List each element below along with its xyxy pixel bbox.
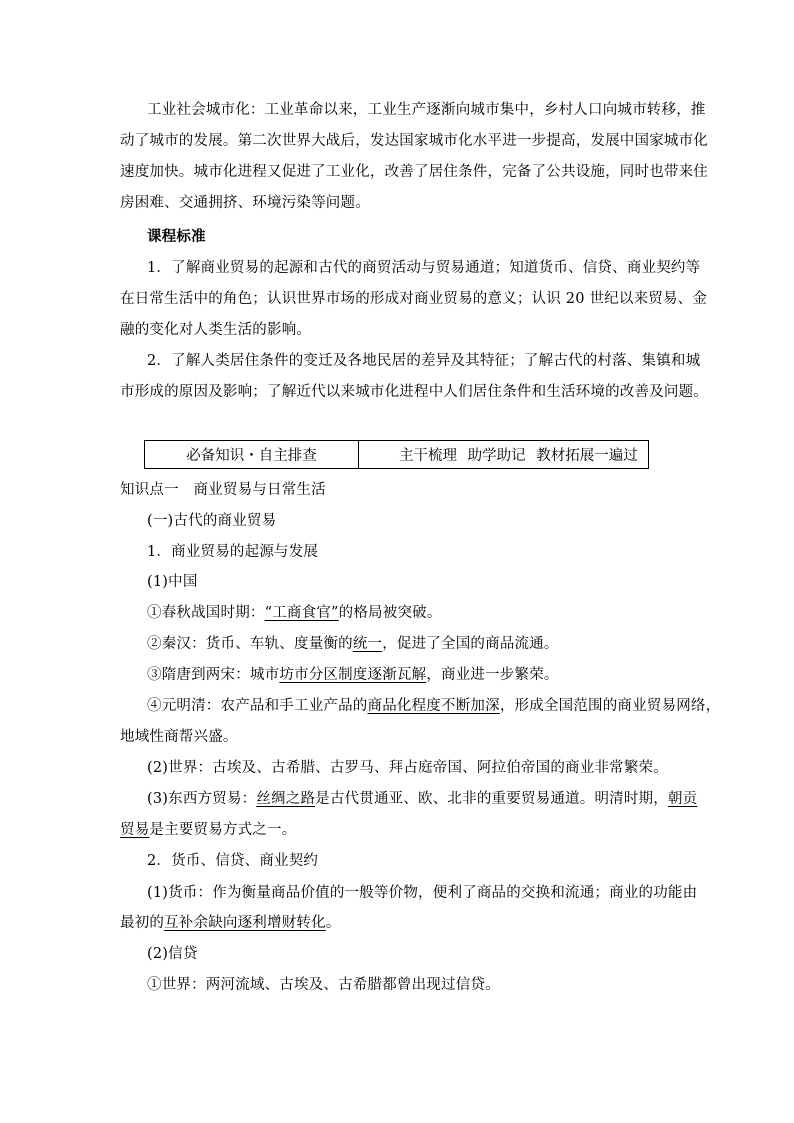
china-item-1 [147,600,676,626]
china-item-4 [147,693,721,719]
banner-right-label: 主干梳理 助学助记 教材拓展一遍过 [399,448,638,464]
knowledge-point-heading: 知识点一 商业贸易与日常生活 [120,482,326,498]
china-heading: (1)中国 [147,574,198,590]
standard-1-line-1: 1．了解商业贸易的起源和古代的商贸活动与贸易通道；知道货币、信贷、商业契约等 [147,260,701,276]
china-item-2 [147,631,676,657]
china-item-3 [147,662,676,688]
china-item-2-keyterm: 统一 [352,636,383,652]
china-item-3-rest: ，商业进一步繁荣。 [426,667,559,683]
china-item-2-text: ②秦汉：货币、车轨、度量衡的 [147,636,353,652]
standard-2-line-1: 2．了解人类居住条件的变迁及各地民居的差异及其特征；了解古代的村落、集镇和城 [147,353,701,369]
standard-1-line-2: 在日常生活中的角色；认识世界市场的形成对商业贸易的意义；认识 20 世纪以来贸易、金 [120,291,708,307]
china-item-4-text: ④元明清：农产品和手工业产品的 [147,698,368,714]
banner-left-label: 必备知识・自主排查 [145,441,359,468]
money-line-1: (1)货币：作为衡量商品价值的一般等价物，便利了商品的交换和流通；商业的功能由 [147,885,698,901]
standards-heading: 课程标准 [147,228,206,245]
east-west-trade-mid: 是古代贯通亚、欧、北非的重要贸易通道。明清时期， [315,791,668,807]
money-line-2 [120,910,676,936]
intro-line-4: 房困难、交通拥挤、环境污染等问题。 [120,195,370,211]
china-item-3-text: ③隋唐到两宋：城市 [147,667,280,683]
standard-2-line-2: 市形成的原因及影响；了解近代以来城市化进程中人们居住条件和生活环境的改善及问题。 [120,384,708,400]
intro-line-2: 动了城市的发展。第二次世界大战后，发达国家城市化水平进一步提高，发展中国家城市化 [120,133,708,149]
china-item-4-keyterm: 商品化程度不断加深 [367,698,500,714]
china-item-2-rest: ，促进了全国的商品流通。 [382,636,559,652]
china-item-1-text: ①春秋战国时期： [147,605,265,621]
east-west-trade-line-2 [120,817,676,843]
intro-line-3: 速度加快。城市化进程又促进了工业化，改善了居住条件，完备了公共设施，同时也带来住 [120,164,708,180]
section-banner [144,440,649,469]
tribute-keyterm: 朝贡 [667,791,698,807]
china-item-4-rest: ，形成全国范围的商业贸易网络， [499,698,721,714]
tribute-trade-keyterm: 贸易 [120,822,150,838]
money-line-2-text: 最初的 [120,915,165,931]
money-keyterm: 互补余缺向逐利增财转化 [164,915,326,931]
china-item-4-line-2: 地域性商帮兴盛。 [120,729,238,745]
intro-line-1: 工业社会城市化：工业革命以来，工业生产逐渐向城市集中，乡村人口向城市转移，推 [147,102,706,118]
credit-item-1: ①世界：两河流域、古埃及、古希腊都曾出现过信贷。 [147,977,500,993]
section-heading: (一)古代的商业贸易 [147,513,277,529]
subsection-heading-2: 2．货币、信贷、商业契约 [147,853,319,869]
china-item-1-rest: 的格局被突破。 [338,605,442,621]
east-west-trade-text: (3)东西方贸易： [147,791,257,807]
east-west-trade-rest: 是主要贸易方式之一。 [149,822,297,838]
subsection-heading: 1．商业贸易的起源与发展 [147,544,319,560]
china-item-1-keyterm: “工商食官” [264,605,339,621]
standard-1-line-3: 融的变化对人类生活的影响。 [120,322,312,338]
china-item-3-keyterm: 坊市分区制度逐渐瓦解 [279,667,427,683]
silk-road-keyterm: 丝绸之路 [256,791,316,807]
credit-heading: (2)信贷 [147,946,198,962]
money-line-2-rest: 。 [325,915,341,931]
world-item: (2)世界：古埃及、古希腊、古罗马、拜占庭帝国、阿拉伯帝国的商业非常繁荣。 [147,760,668,776]
east-west-trade [147,786,698,812]
